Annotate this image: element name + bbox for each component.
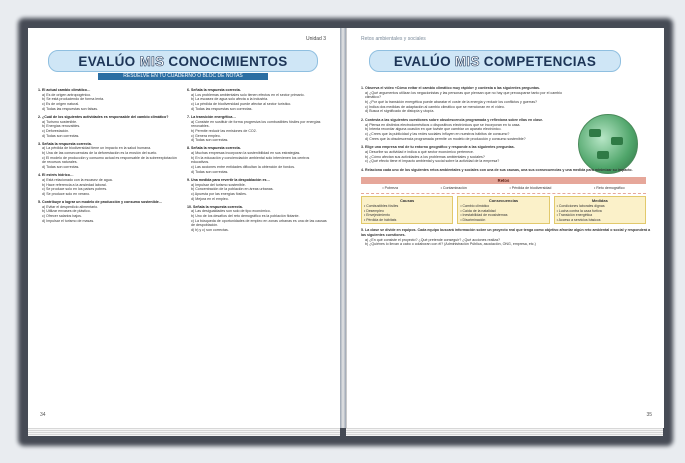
question-option: d) Todas son correctas.: [191, 138, 229, 143]
question-item: [187, 146, 328, 174]
question-option: a) Evitar el desperdicio alimentario.: [42, 204, 99, 209]
question-text: 1. El actual cambio climático…: [38, 88, 91, 92]
retos-table: [361, 177, 646, 225]
table-cell: • Acceso a servicios básicos: [556, 217, 601, 222]
question-option: c) Apuesta por las energías fósiles.: [191, 191, 247, 196]
question-option: a) Muchas empresas incorporan la sostenibilidad en sus estrategias.: [191, 151, 301, 156]
question-option: b) Intenta recordar alguna ocasión en que tuviste que cambiar un aparato electrónico.: [365, 127, 502, 132]
question-option: a) Piensa en distintos electrodomésticos o dispositivos electrónicos que se incorporan en tu casa.: [365, 122, 521, 127]
question-option: a) Turismo sostenible.: [42, 119, 78, 124]
table-cell: • Inestabilidad de ecosistemas: [460, 213, 508, 218]
reto-item: • Pobreza: [382, 186, 398, 191]
question-option: d) Todas son correctas.: [42, 133, 80, 138]
question-item: [38, 173, 179, 196]
question-option: d) Busca el significado de distopía y utopía.: [365, 109, 435, 114]
question-option: a) ¿Qué argumentos utilizan los negacionistas y las personas que piensan que no hay que preocuparse tanto por el cambio climático?: [365, 90, 562, 100]
table-column: [554, 196, 646, 224]
question-text: 2. ¿Cuál de los siguientes actividades es responsable del cambio climático?: [38, 114, 169, 119]
question-item: [361, 145, 571, 164]
open-book: [28, 28, 663, 440]
right-page: [346, 28, 664, 428]
question-option: c) Genera empleo.: [191, 133, 221, 138]
question-item: [361, 118, 571, 141]
question-option: a) Impulsar del turismo sostenible.: [191, 182, 246, 187]
table-cell: • Transición energética: [556, 213, 593, 218]
reto-item: • Contaminación: [440, 186, 467, 191]
question-item: [361, 228, 651, 247]
title-suffix: CONOCIMIENTOS: [168, 53, 288, 69]
table-column-title: Medidas: [591, 197, 608, 203]
question-option: a) Es de origen antropogénico.: [42, 92, 92, 97]
left-page-number: 34: [40, 412, 46, 418]
page-edges-left: [28, 428, 340, 436]
left-title-banner: [48, 50, 318, 72]
question-option: b) Uno de los desafíos del reto demográfico es la población flotante.: [191, 214, 300, 219]
question-option: a) La pérdida de biodiversidad tiene un impacto en la salud humana.: [42, 146, 152, 151]
question-option: d) Todas las respuestas son falsas.: [42, 106, 99, 111]
question-option: d) Todas son correctas.: [191, 169, 229, 174]
left-subtitle: RESUELVE EN TU CUADERNO O BLOC DE NOTAS: [98, 73, 268, 80]
question-option: c) Las acciones entre entidades dificultan la obtención de fondos.: [191, 165, 296, 170]
question-option: c) La búsqueda de oportunidades de empleo en zonas urbanas es una de las causas de despoblación.: [191, 218, 327, 228]
question-item: [361, 86, 571, 114]
question-option: c) Ofrecer salarios bajos.: [42, 214, 82, 219]
question-option: b) Una de las consecuencias de la deforestación es la erosión del suelo.: [42, 151, 158, 156]
question-option: d) Crees que la obsolescencia programada permite un modelo de producción y consumo sostenible?: [365, 136, 526, 141]
question-option: d) Se produce solo en verano.: [42, 191, 91, 196]
question-option: b) Se está produciendo de forma lenta.: [42, 97, 105, 102]
question-option: d) Impulsar el turismo de masas.: [42, 218, 95, 223]
question-text: 9. Una medida para revertir la despoblación es…: [187, 177, 271, 182]
question-option: d) b) y c) son correctas.: [191, 228, 229, 233]
reto-item: • Reto demográfico: [594, 186, 625, 191]
table-cell: • Cambio climático: [460, 204, 490, 209]
table-cell: • Condiciones laborales dignas: [556, 204, 605, 209]
question-text: 6. Señala la respuesta correcta.: [187, 88, 241, 92]
page-edges-right: [346, 428, 663, 436]
question-text: 5. La clase se divide en equipos. Cada equipo buscará información sobre un proyecto real que tenga como objetivo afrontar algún reto ambiental o social y responderá a las siguientes cuestiones.: [361, 228, 651, 237]
question-option: d) Mejora en el empleo.: [191, 196, 229, 201]
question-option: b) Utilizar envases de plástico.: [42, 209, 91, 214]
question-column-2: [187, 88, 328, 413]
question-text: 8. Señala la respuesta correcta.: [187, 146, 241, 151]
question-option: a) Está relacionado con la escasez de agua.: [42, 177, 113, 182]
question-text: 10. Señala la respuesta correcta.: [187, 204, 243, 209]
question-item: [38, 88, 179, 111]
left-question-columns: [38, 88, 328, 413]
title-prefix: EVALÚO: [393, 53, 451, 69]
question-option: b) Hace referencia a la ansiedad laboral.: [42, 182, 107, 187]
section-tab: Retos ambientales y sociales: [361, 36, 426, 42]
title-prefix: EVALÚO: [78, 53, 136, 69]
table-column-title: Consecuencias: [488, 197, 519, 203]
question-text: 5. Contribuye a lograr un modelo de producción y consumo sostenible…: [38, 200, 163, 205]
question-option: c) ¿Qué efecto tiene el impacto ambiental y social sobre la actividad de la empresa?: [365, 159, 500, 164]
question-item: [187, 88, 328, 111]
question-text: 1. Observa el vídeo «Cómo evitar el cambio climático muy rápido» y contesta a las siguientes preguntas.: [361, 86, 540, 90]
table-column-title: Causas: [400, 197, 415, 203]
question-option: c) Deforestación.: [42, 128, 70, 133]
question-option: a) ¿En qué consiste el proyecto? ¿Qué pretende conseguir? ¿Qué acciones realiza?: [365, 237, 501, 242]
question-option: b) La escasez de agua solo afecta a la industria.: [191, 97, 269, 102]
title-suffix: COMPETENCIAS: [483, 53, 597, 69]
table-cell: • Discriminación: [460, 217, 486, 222]
question-option: c) ¿Crees que la publicidad y las redes sociales influyen en nuestros hábitos de consumo?: [365, 132, 510, 137]
question-option: c) El modelo de producción y consumo actual es responsable de la sobreexplotación de recursos naturales.: [42, 155, 177, 165]
question-column-1: [38, 88, 179, 413]
question-option: b) En la educación y concienciación ambiental solo intervienen los centros educativos.: [191, 155, 310, 165]
question-option: a) Los problemas ambientales solo tienen efectos en el sector primario.: [191, 92, 305, 97]
question-item: [38, 200, 179, 223]
retos-row: [361, 184, 646, 194]
question-item: [38, 115, 179, 138]
question-text: 2. Contesta a las siguientes cuestiones sobre obsolescencia programada y reflexiona sobre ellas en clase.: [361, 118, 544, 123]
table-column: [457, 196, 549, 224]
question-item: [187, 205, 328, 233]
table-cell: • Envejecimiento: [364, 213, 390, 218]
question-item: [187, 115, 328, 143]
question-option: a) Consiste en sustituir de forma progresiva los combustibles fósiles por energías renovables.: [191, 119, 321, 129]
right-title-banner: [369, 50, 621, 72]
question-text: 4. Relaciona cada uno de los siguientes retos ambientales y sociales con una de sus causas, una sus consecuencias y una medida para minimizar su impacto.: [361, 168, 633, 173]
title-mid: MIS: [454, 53, 480, 69]
right-questions: [361, 86, 651, 406]
question-text: 3. Elige una empresa real de tu entorno geográfico y responde a las siguientes preguntas.: [361, 145, 515, 150]
table-cell: • Desempleo: [364, 208, 384, 213]
question-text: 3. Señala la respuesta correcta.: [38, 141, 92, 146]
table-grid: [361, 196, 646, 224]
table-column: [361, 196, 453, 224]
table-header: Retos: [361, 177, 646, 184]
question-option: b) ¿Por qué la transición energética puede abaratar el coste de la energía y reducir los conflictos y guerras?: [365, 100, 537, 105]
question-option: a) Describe su actividad e indica a qué sector económico pertenece.: [365, 150, 474, 155]
table-cell: • Combustibles fósiles: [364, 204, 399, 209]
table-cell: • Lucha contra la caza furtiva: [556, 208, 602, 213]
question-text: 4. El estrés hídrico…: [38, 173, 74, 178]
title-mid: MIS: [139, 53, 165, 69]
question-option: c) Se produce solo en los países pobres.: [42, 187, 108, 192]
question-option: b) Permite reducir las emisiones de CO2.: [191, 128, 257, 133]
question-option: b) Energías renovables.: [42, 124, 81, 129]
question-item: [38, 142, 179, 170]
table-cell: • Caída de la natalidad: [460, 208, 496, 213]
question-option: b) ¿Quiénes lo llevan a cabo o colaboran con él? (Administración Pública, asociación, ONG, empresa, etc.): [365, 242, 536, 247]
question-option: c) La pérdida de biodiversidad puede afectar al sector turístico.: [191, 102, 292, 107]
question-option: a) Las desigualdades son solo de tipo económico.: [191, 209, 271, 214]
question-option: b) ¿Cómo afectan sus actividades a los problemas ambientales y sociales?: [365, 154, 485, 159]
question-item: [361, 168, 651, 224]
table-cell: • Pérdida de hábitats: [364, 217, 397, 222]
question-option: d) Todas son correctas.: [42, 165, 80, 170]
question-text: 7. La transición energética…: [187, 114, 236, 119]
question-option: d) Todas las respuestas son correctas.: [191, 106, 253, 111]
reto-item: • Pérdida de biodiversidad: [509, 186, 552, 191]
left-page: [28, 28, 341, 428]
question-option: c) Es de origen natural.: [42, 102, 80, 107]
right-page-number: 35: [646, 412, 652, 418]
question-option: b) Concentración de la población en áreas urbanas.: [191, 187, 274, 192]
question-option: c) Indica dos medidas de adaptación al cambio climático que se mencionan en el vídeo.: [365, 104, 505, 109]
question-item: [187, 178, 328, 201]
unit-tab: Unidad 3: [305, 36, 326, 42]
